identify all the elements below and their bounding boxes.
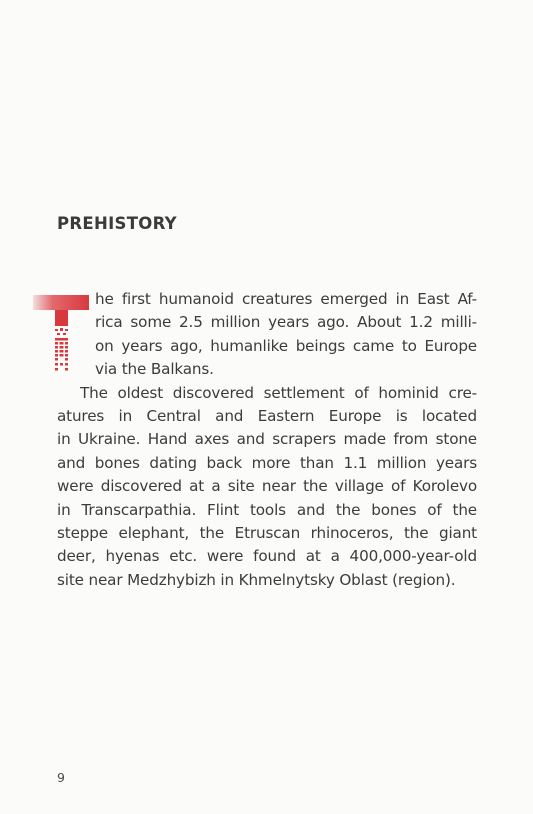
section-title: PREHISTORY [57, 214, 177, 233]
paragraph-1-line-2: rica some 2.5 million years ago. About 1.2 milli- [95, 313, 477, 332]
paragraph-2-line-6: in Transcarpathia. Flint tools and the bones of the [57, 500, 477, 519]
paragraph-2-line-9: site near Medzhybizh in Khmelnytsky Oblast (region). [57, 570, 456, 589]
paragraph-2-line-3: in Ukraine. Hand axes and scrapers made from stone [57, 430, 477, 449]
paragraph-2-line-5: were discovered at a site near the village of Korolevo [57, 477, 477, 496]
paragraph-2-line-7: steppe elephant, the Etruscan rhinoceros, the giant [57, 523, 477, 542]
paragraph-1-line-3: on years ago, humanlike beings came to Europe [95, 336, 477, 355]
article-body [57, 288, 477, 592]
paragraph-2-line-2: atures in Central and Eastern Europe is located [57, 406, 477, 425]
page-number: 9 [57, 770, 65, 785]
paragraph-2-line-1: The oldest discovered settlement of hominid cre- [80, 383, 477, 402]
paragraph-2-line-4: and bones dating back more than 1.1 million years [57, 453, 477, 472]
paragraph-2-line-8: deer, hyenas etc. were found at a 400,000-year-old [57, 547, 477, 566]
paragraph-1-line-4: via the Balkans. [95, 360, 214, 379]
paragraph-1-line-1: he first humanoid creatures emerged in East Af- [95, 290, 477, 308]
